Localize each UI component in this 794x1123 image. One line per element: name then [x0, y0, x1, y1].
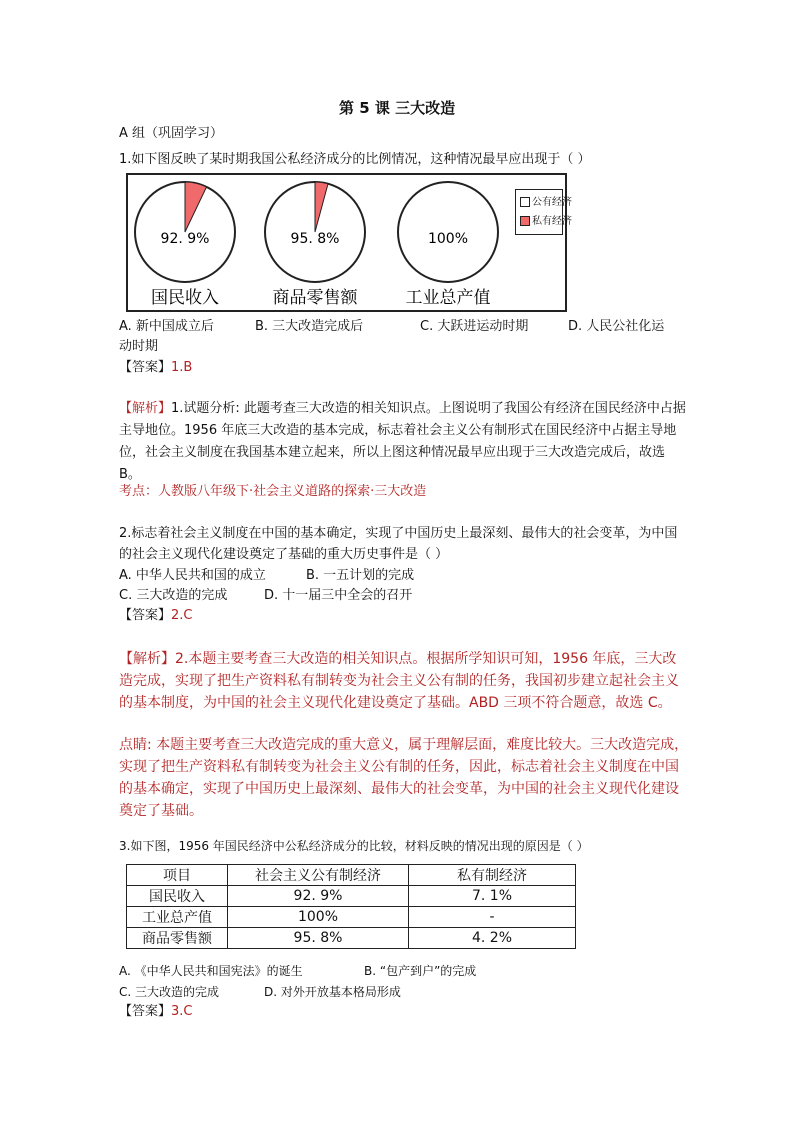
answer-tag: 【答案】 [119, 608, 172, 623]
q2-question: 2.标志着社会主义制度在中国的基本确定，实现了中国历史上最深刻、最伟大的社会变革，为中国的社会主义现代化建设奠定了基础的重大历史事件是（ ） [119, 526, 678, 562]
table-cell: - [409, 907, 576, 928]
table-header: 项目 [127, 865, 228, 886]
table-cell: 92. 9% [228, 886, 409, 907]
legend-swatch-private [520, 216, 530, 226]
q1-kaodian: 考点：人教版八年级下·社会主义道路的探索·三大改造 [119, 484, 427, 499]
table-cell: 100% [228, 907, 409, 928]
q3-option-c: C. 三大改造的完成 [119, 985, 220, 999]
q1-option-a: A. 新中国成立后 [119, 319, 214, 334]
q3-question: 3.如下图，1956 年国民经济中公私经济成分的比较，材料反映的情况出现的原因是（ ） [119, 839, 589, 853]
answer-tag: 【答案】 [119, 1004, 172, 1019]
table-row [127, 886, 576, 907]
pie-industrial-output [398, 182, 498, 282]
table-cell: 国民收入 [127, 886, 228, 907]
pie-value-industrial-output: 100% [427, 231, 469, 247]
pie-legend [515, 189, 572, 235]
table-row [127, 928, 576, 949]
q1-question: 1.如下图反映了某时期我国公私经济成分的比例情况，这种情况最早应出现于（ ） [119, 152, 591, 167]
pie-retail-sales [265, 182, 365, 282]
q1-answer [119, 358, 192, 377]
q3-answer [119, 1002, 193, 1021]
q2-answer [119, 606, 193, 625]
q1-analysis: 【解析】1.试题分析: 此题考查三大改造的相关知识点。上图说明了我国公有经济在国民经济中占据主导地位。1956 年底三大改造的基本完成，标志着社会主义公有制形式在国民经济中占据主导地位，社会主义制度在我国基本建立起来，所以上图这种情况最早应出现于三大改造完成后，故选 B。 [119, 401, 686, 482]
pie-label-industrial-output: 工业总产值 [405, 288, 491, 308]
table-header: 社会主义公有制经济 [228, 865, 409, 886]
answer-value: 3.C [171, 1004, 193, 1019]
table-cell: 4. 2% [409, 928, 576, 949]
q1-pie-figure [126, 173, 572, 312]
table-cell: 95. 8% [228, 928, 409, 949]
pie-label-retail-sales: 商品零售额 [272, 288, 358, 308]
pie-value-retail-sales: 95. 8% [290, 231, 340, 247]
pie-label-national-income: 国民收入 [151, 288, 219, 308]
table-cell: 商品零售额 [127, 928, 228, 949]
q3-option-d: D. 对外开放基本格局形成 [264, 985, 401, 999]
q3-table [126, 864, 576, 949]
pie-national-income [135, 182, 235, 282]
q1-option-b: B. 三大改造完成后 [255, 319, 364, 334]
table-cell: 工业总产值 [127, 907, 228, 928]
q2-option-d: D. 十一届三中全会的召开 [264, 588, 413, 603]
legend-swatch-public [520, 197, 530, 207]
table-cell: 7. 1% [409, 886, 576, 907]
legend-private-label: 私有经济 [532, 216, 572, 227]
q1-option-c: C. 大跃进运动时期 [420, 319, 529, 334]
table-header-row [127, 865, 576, 886]
page-title: 第 5 课 三大改造 [339, 99, 456, 117]
table-header: 私有制经济 [409, 865, 576, 886]
q2-analysis: 【解析】2.本题主要考查三大改造的相关知识点。根据所学知识可知，1956 年底，三大改造完成，实现了把生产资料私有制转变为社会主义公有制的任务，我国初步建立起社会主义的基本制度，为中国的社会主义现代化建设奠定了基础。ABD 三项不符合题意，故选 C。 [119, 651, 679, 711]
q2-option-c: C. 三大改造的完成 [119, 588, 228, 603]
q2-option-b: B. 一五计划的完成 [306, 568, 415, 583]
answer-value: 2.C [171, 608, 193, 623]
group-heading: A 组（巩固学习） [119, 126, 224, 141]
q2-dianjing: 点睛: 本题主要考查三大改造完成的重大意义，属于理解层面，难度比较大。三大改造完成，实现了把生产资料私有制转变为社会主义公有制的任务，因此，标志着社会主义制度在中国的基本确定，实现了中国历史上最深刻、最伟大的社会变革，为中国的社会主义现代化建设奠定了基础。 [119, 737, 689, 819]
q3-option-b: B. “包产到户”的完成 [364, 964, 477, 978]
answer-tag: 【答案】 [119, 360, 172, 375]
answer-value: 1.B [171, 360, 193, 375]
table-row [127, 907, 576, 928]
q1-option-d-cont: 动时期 [119, 339, 159, 354]
q3-option-a: A. 《中华人民共和国宪法》的诞生 [119, 964, 303, 978]
q1-option-d: D. 人民公社化运 [568, 319, 665, 334]
pie-value-national-income: 92. 9% [160, 231, 210, 247]
legend-public-label: 公有经济 [532, 197, 572, 208]
q2-option-a: A. 中华人民共和国的成立 [119, 568, 266, 583]
